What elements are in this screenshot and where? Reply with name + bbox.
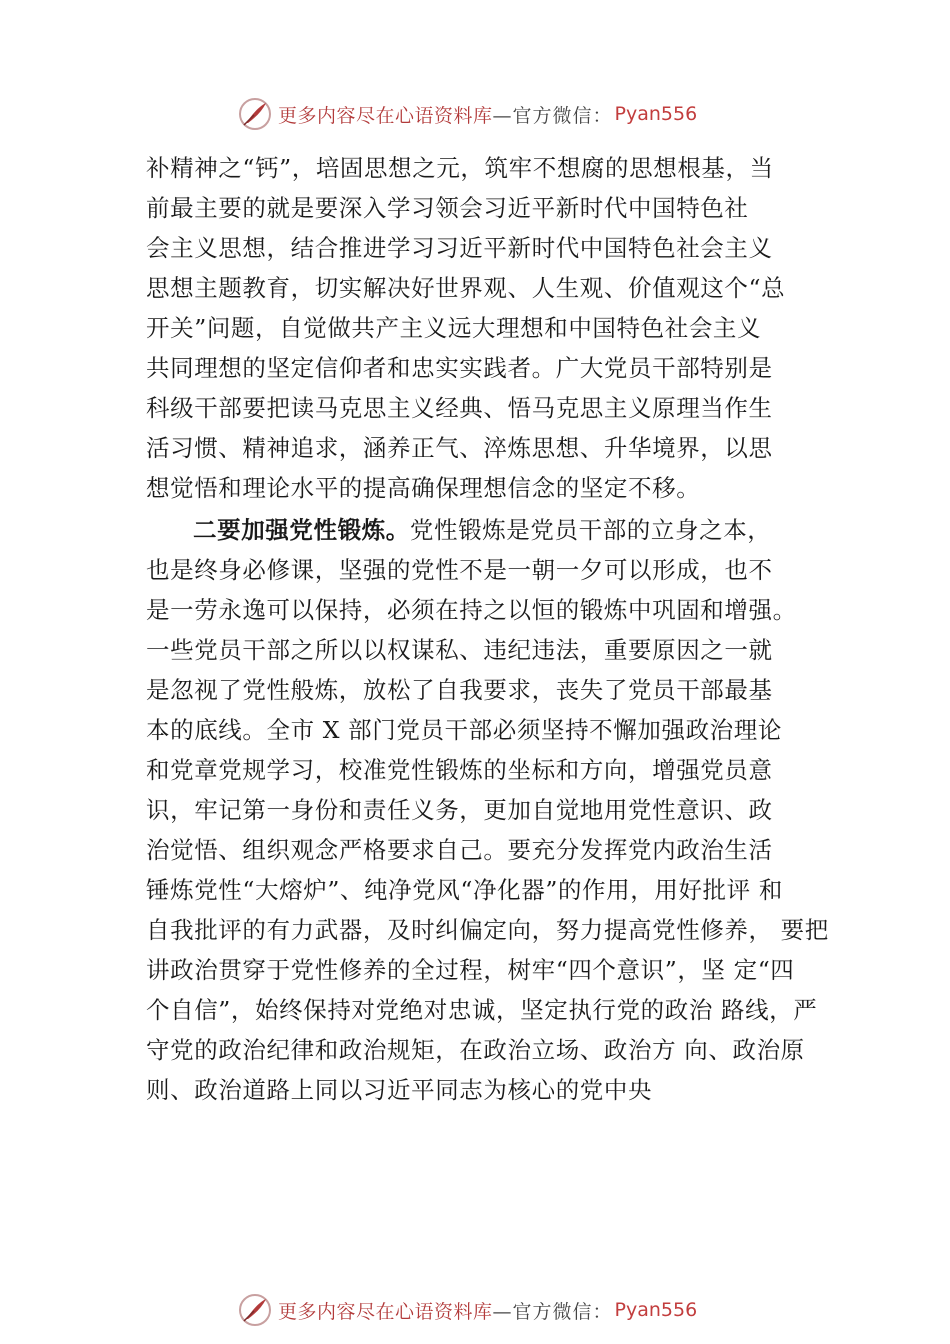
- text-line: 开关”问题，自觉做共产主义远大理想和中国特色社会主义: [146, 314, 762, 342]
- feather-logo-icon: [238, 97, 272, 131]
- paragraph-1: [146, 148, 836, 508]
- text-line: 想觉悟和理论水平的提高确保理想信念的坚定不移。: [146, 474, 701, 502]
- text-line: 和党章党规学习，校准党性锻炼的坐标和方向，增强党员意: [146, 756, 773, 784]
- text-line: 共同理想的坚定信仰者和忠实实践者。广大党员干部特别是: [146, 354, 773, 382]
- paragraph-2-first-line: [146, 510, 836, 550]
- text-line: 本的底线。全市 X 部门党员干部必须坚持不懈加强政治理论: [146, 716, 782, 744]
- text-line: 个自信”，始终保持对党绝对忠诚，坚定执行党的政治 路线，严: [146, 996, 818, 1024]
- feather-logo-icon: [238, 1293, 272, 1327]
- banner-title: 更多内容尽在心语资料库: [278, 104, 493, 127]
- text-line: 锤炼党性“大熔炉”、纯净党风“净化器”的作用，用好批评 和: [146, 876, 783, 904]
- text-line: 也是终身必修课，坚强的党性不是一朝一夕可以形成，也不: [146, 556, 773, 584]
- text-line: 补精神之“钙”，培固思想之元，筑牢不想腐的思想根基，当: [146, 154, 774, 182]
- banner-subtitle: —官方微信：: [492, 1300, 613, 1323]
- section-heading: 二要加强党性锻炼。: [193, 516, 410, 544]
- text-line: 是忽视了党性般炼，放松了自我要求，丧失了党员干部最基: [146, 676, 773, 704]
- footer-banner: [238, 1292, 758, 1328]
- text-line: 科级干部要把读马克思主义经典、悟马克思主义原理当作生: [146, 394, 773, 422]
- text-line: 治觉悟、组织观念严格要求自己。要充分发挥党内政治生活: [146, 836, 773, 864]
- banner-wechat-id: Pyan556: [614, 103, 698, 125]
- banner-subtitle: —官方微信：: [492, 104, 613, 127]
- text-line: 自我批评的有力武器，及时纠偏定向，努力提高党性修养， 要把: [146, 916, 829, 944]
- text-line: 讲政治贯穿于党性修养的全过程，树牢“四个意识”，坚 定“四: [146, 956, 795, 984]
- text-line: 前最主要的就是要深入学习领会习近平新时代中国特色社: [146, 194, 749, 222]
- header-banner: [238, 96, 758, 132]
- paragraph-2: [146, 510, 836, 1110]
- text-line: 一些党员干部之所以以权谋私、违纪违法，重要原因之一就: [146, 636, 773, 664]
- text-line: 识，牢记第一身份和责任义务，更加自觉地用党性意识、政: [146, 796, 773, 824]
- text-line: 思想主题教育，切实解决好世界观、人生观、价值观这个“总: [146, 274, 786, 302]
- text-line: 则、政治道路上同以习近平同志为核心的党中央: [146, 1076, 653, 1104]
- text-line: 会主义思想，结合推进学习习近平新时代中国特色社会主义: [146, 234, 773, 262]
- document-body: [146, 148, 836, 1110]
- text-run: 党性锻炼是党员干部的立身之本，: [409, 516, 772, 544]
- text-line: 活习惯、精神追求，涵养正气、淬炼思想、升华境界，以思: [146, 434, 773, 462]
- banner-wechat-id: Pyan556: [614, 1299, 698, 1321]
- banner-title: 更多内容尽在心语资料库: [278, 1300, 493, 1323]
- text-line: 是一劳永逸可以保持，必须在持之以恒的锻炼中巩固和增强。: [146, 596, 797, 624]
- text-line: 守党的政治纪律和政治规矩，在政治立场、政治方 向、政治原: [146, 1036, 805, 1064]
